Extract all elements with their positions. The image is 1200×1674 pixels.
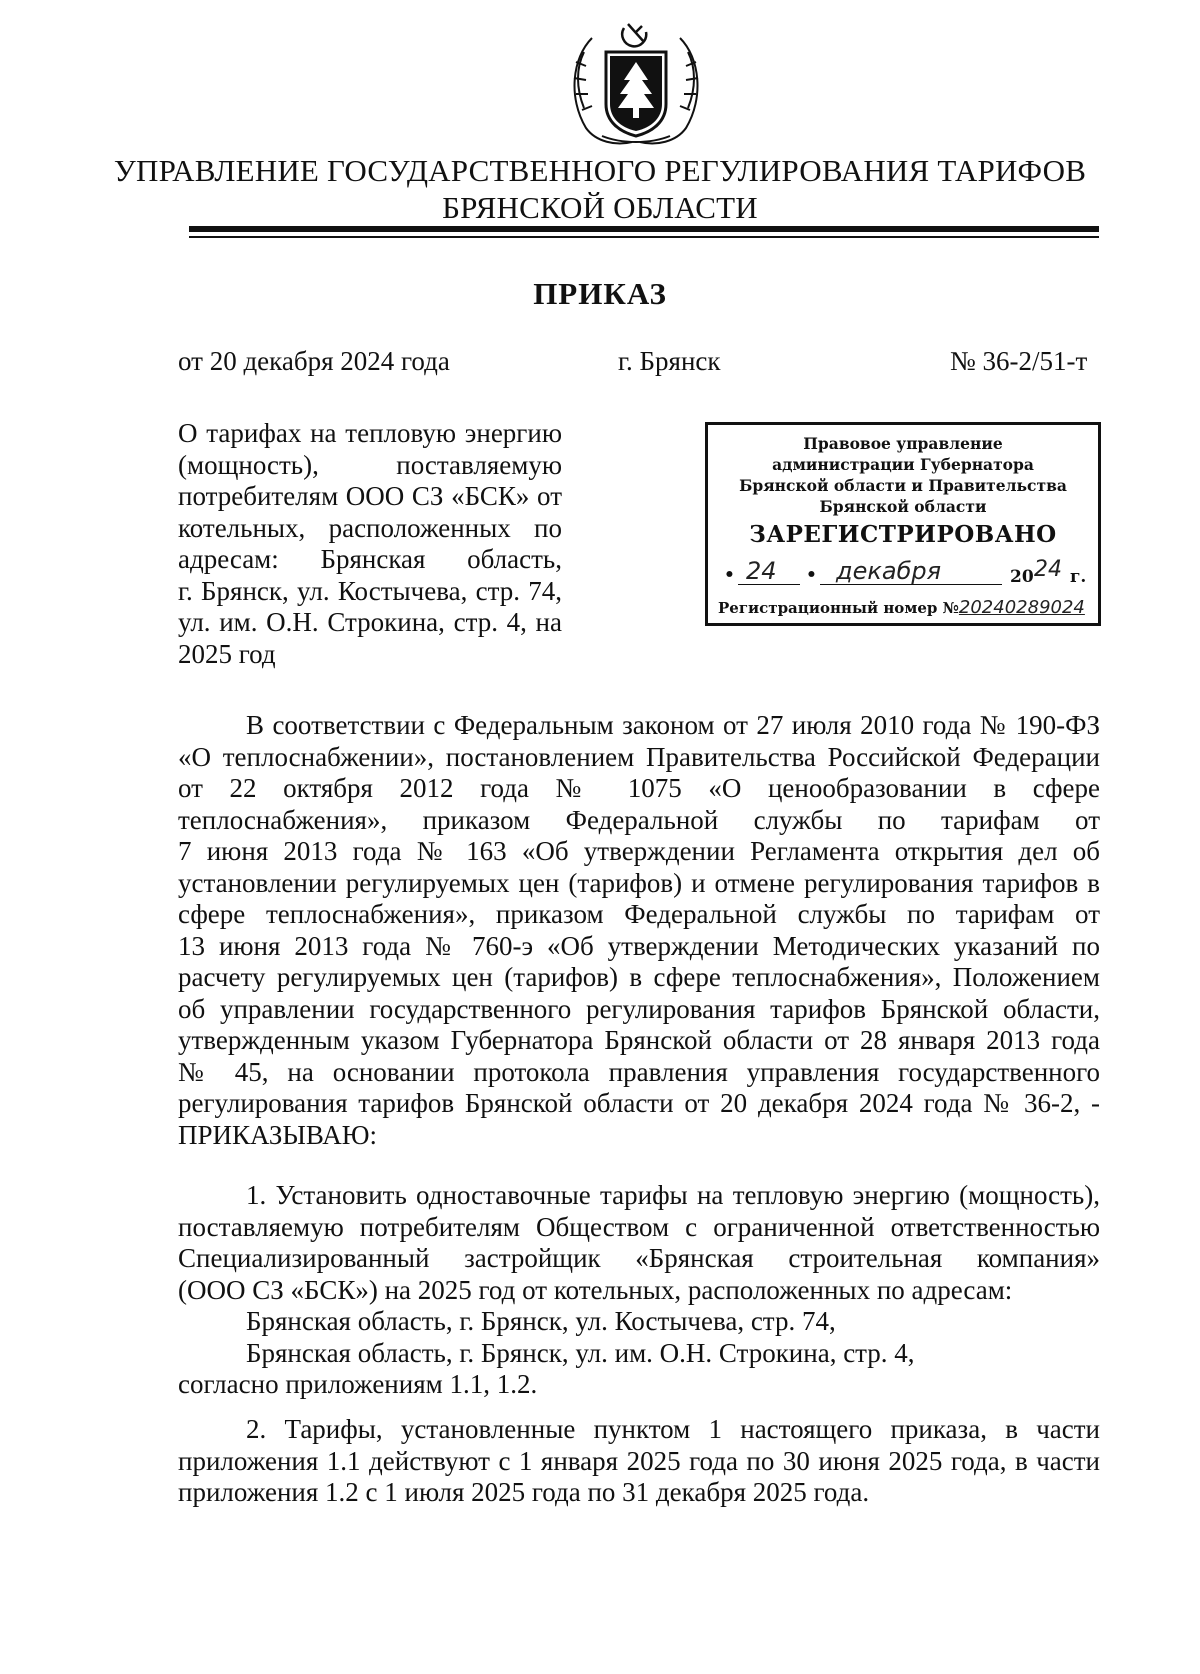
stamp-month: декабря <box>836 557 942 585</box>
paragraph-line: поставляемую потребителям Обществом с ограниченной ответственностью <box>178 1211 1100 1242</box>
paragraph-line: сфере теплоснабжения», приказом Федеральной службы по тарифам от <box>178 899 1100 929</box>
document-title: ПРИКАЗ <box>533 276 667 311</box>
subject-line: О тарифах на тепловую энергию <box>178 418 562 448</box>
subject-line: котельных, расположенных по <box>178 512 562 543</box>
paragraph-line: расчету регулируемых цен (тарифов) в сфере теплоснабжения», Положением <box>178 962 1100 992</box>
stamp-line-2: администрации Губернатора <box>772 455 1034 474</box>
stamp-year-suffix: 24 <box>1034 557 1062 582</box>
stamp-line-3: Брянской области и Правительства <box>739 476 1067 495</box>
document-subject <box>178 418 562 670</box>
stamp-date-line <box>724 557 1092 591</box>
paragraph-line: об управлении государственного регулирования тарифов Брянской области, <box>178 993 1100 1024</box>
subject-line: адресам: Брянская область, <box>178 544 562 574</box>
header-rule-thin <box>189 236 1099 238</box>
stamp-bullet: • <box>806 565 817 585</box>
stamp-year-unit: г. <box>1070 567 1087 587</box>
clause-2-paragraph <box>178 1414 1100 1509</box>
paragraph-line: теплоснабжения», приказом Федеральной службы по тарифам от <box>178 804 1100 835</box>
paragraph-line: (ООО СЗ «БСК») на 2025 год от котельных, расположенных по адресам: <box>178 1274 1013 1305</box>
paragraph-line: № 45, на основании протокола правления управления государственного <box>178 1056 1100 1087</box>
paragraph-line: регулирования тарифов Брянской области от 20 декабря 2024 года № 36-2, - <box>178 1088 1100 1118</box>
stamp-month-underline <box>820 584 1002 585</box>
paragraph-line: ПРИКАЗЫВАЮ: <box>178 1119 377 1150</box>
subject-line: (мощность), поставляемую <box>178 449 562 480</box>
stamp-year-prefix: 20 <box>1010 567 1034 587</box>
stamp-line-1: Правовое управление <box>803 434 1003 453</box>
stamp-day: 24 <box>746 557 777 585</box>
stamp-registered: ЗАРЕГИСТРИРОВАНО <box>749 521 1057 548</box>
paragraph-line: приложения 1.1 действуют с 1 января 2025 года по 30 июня 2025 года, в части <box>178 1445 1100 1476</box>
registration-stamp <box>705 422 1101 626</box>
subject-line: г. Брянск, ул. Костычева, стр. 74, <box>178 575 562 606</box>
stamp-line-4: Брянской области <box>819 497 987 516</box>
subject-line: потребителям ООО СЗ «БСК» от <box>178 481 562 511</box>
document-city: г. Брянск <box>618 346 721 376</box>
paragraph-line: «О теплоснабжении», постановлением Правительства Российской Федерации <box>178 741 1100 772</box>
header-rule-thick <box>189 226 1099 232</box>
paragraph-line: Специализированный застройщик «Брянская строительная компания» <box>178 1243 1100 1273</box>
paragraph-line: В соответствии с Федеральным законом от 27 июля 2010 года № 190-ФЗ <box>246 710 1100 740</box>
organization-name <box>0 152 1200 226</box>
clause-1-paragraph <box>178 1180 1100 1401</box>
preamble-paragraph <box>178 710 1100 1151</box>
paragraph-line: утвержденным указом Губернатора Брянской области от 28 января 2013 года <box>178 1025 1100 1055</box>
organization-line-1: УПРАВЛЕНИЕ ГОСУДАРСТВЕННОГО РЕГУЛИРОВАНИЯ ТАРИФОВ <box>113 153 1087 188</box>
document-number: № 36-2/51-т <box>950 346 1088 376</box>
paragraph-line: приложения 1.2 с 1 июля 2025 года по 31 декабря 2025 года. <box>178 1477 870 1507</box>
stamp-registration-number <box>718 597 1085 618</box>
subject-line: 2025 год <box>178 638 276 669</box>
document-date: от 20 декабря 2024 года <box>178 346 450 376</box>
subject-line: ул. им. О.Н. Строкина, стр. 4, на <box>178 607 562 637</box>
organization-line-2: БРЯНСКОЙ ОБЛАСТИ <box>442 190 758 225</box>
paragraph-line: 1. Установить одноставочные тарифы на тепловую энергию (мощность), <box>246 1180 1100 1210</box>
paragraph-line: установлении регулируемых цен (тарифов) и отмене регулирования тарифов в <box>178 867 1100 898</box>
stamp-bullet: • <box>724 565 735 585</box>
stamp-day-underline <box>738 584 800 585</box>
paragraph-line: 2. Тарифы, установленные пунктом 1 настоящего приказа, в части <box>246 1414 1100 1444</box>
stamp-regno-value: 20240289024 <box>958 597 1085 618</box>
paragraph-line: Брянская область, г. Брянск, ул. Костычева, стр. 74, <box>246 1306 836 1336</box>
paragraph-line: Брянская область, г. Брянск, ул. им. О.Н. Строкина, стр. 4, <box>246 1337 915 1368</box>
paragraph-line: согласно приложениям 1.1, 1.2. <box>178 1369 538 1399</box>
paragraph-line: от 22 октября 2012 года № 1075 «О ценообразовании в сфере <box>178 773 1100 803</box>
stamp-authority <box>708 433 1098 517</box>
stamp-regno-label: Регистрационный номер № <box>718 599 959 617</box>
paragraph-line: 7 июня 2013 года № 163 «Об утверждении Регламента открытия дел об <box>178 836 1100 866</box>
paragraph-line: 13 июня 2013 года № 760-э «Об утверждении Методических указаний по <box>178 930 1100 961</box>
coat-of-arms-icon <box>562 18 710 150</box>
